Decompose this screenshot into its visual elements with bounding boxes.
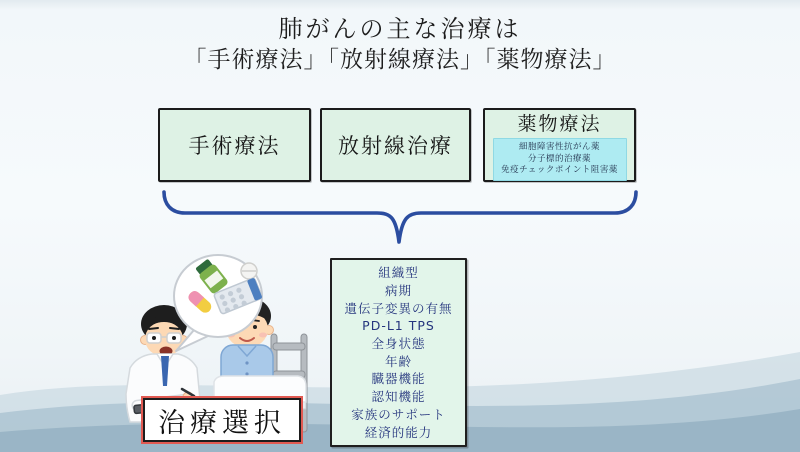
title-line-2: 「手術療法」「放射線療法」「薬物療法」 — [183, 47, 617, 73]
surgery-label: 手術療法 — [188, 134, 281, 158]
title-line-1: 肺がんの主な治療は — [278, 15, 522, 43]
factor-item: PD-L1 TPS — [362, 318, 435, 334]
factor-item: 病期 — [384, 283, 412, 299]
factor-item: 組織型 — [378, 265, 419, 281]
factor-item: 臓器機能 — [371, 371, 426, 387]
drug-sub-item: 細胞障害性抗がん薬 — [518, 142, 600, 152]
factor-item: 全身状態 — [371, 336, 426, 352]
treatment-selection-label: 治療選択 — [158, 407, 286, 439]
factor-item: 認知機能 — [371, 389, 426, 405]
factor-item: 経済的能力 — [364, 424, 433, 440]
drug-sub-item: 分子標的治療薬 — [527, 153, 591, 164]
drug-therapy-label: 薬物療法 — [517, 113, 602, 135]
drug-sub-item: 免疫チェックポイント阻害薬 — [501, 165, 618, 175]
pill-icon — [241, 263, 257, 279]
factor-item: 年齢 — [384, 353, 412, 369]
factor-item: 遺伝子変異の有無 — [344, 300, 453, 316]
decision-factors-box — [330, 258, 467, 447]
factor-item: 家族のサポート — [351, 406, 446, 422]
radiation-label: 放射線治療 — [338, 134, 453, 158]
treatment-selection-box — [143, 398, 301, 442]
